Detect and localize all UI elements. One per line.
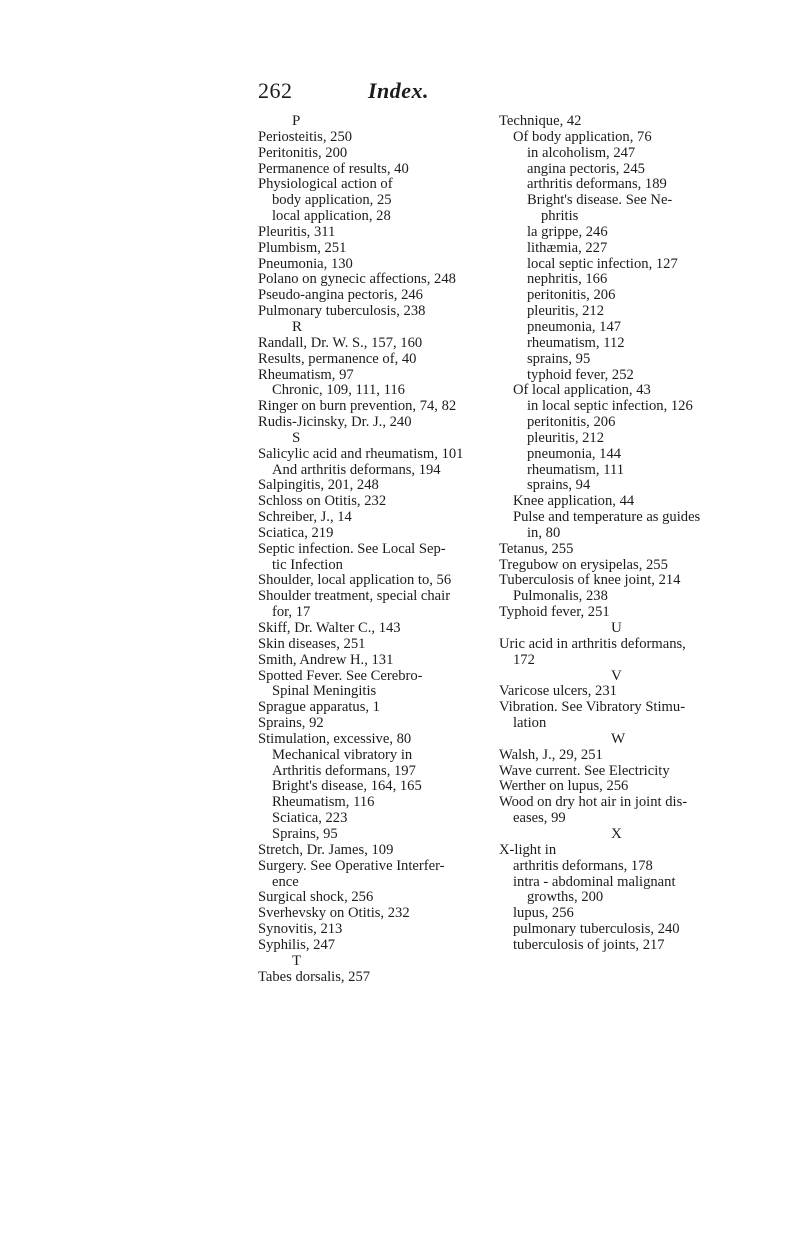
index-subentry: Pulse and temperature as guides: [513, 509, 701, 526]
index-entry: Spotted Fever. See Cerebro-: [258, 667, 423, 684]
index-entry: Varicose ulcers, 231: [499, 683, 617, 700]
index-subentry: eases, 99: [513, 810, 566, 827]
index-entry: Pseudo-angina pectoris, 246: [258, 287, 423, 304]
running-title: Index.: [368, 78, 430, 103]
index-entry: Stimulation, excessive, 80: [258, 730, 412, 747]
index-subentry: pneumonia, 144: [527, 445, 622, 462]
index-entry: Tabes dorsalis, 257: [258, 968, 371, 985]
index-subentry: Knee application, 44: [513, 493, 635, 510]
index-entry: Smith, Andrew H., 131: [258, 651, 394, 668]
index-entry: Wood on dry hot air in joint dis-: [499, 794, 688, 811]
section-letter: V: [611, 667, 622, 684]
index-subentry: peritonitis, 206: [527, 287, 616, 304]
index-subentry: in alcoholism, 247: [527, 144, 636, 161]
index-entry: Pleuritis, 311: [258, 223, 336, 240]
section-letter: T: [292, 952, 302, 969]
index-entry: Surgical shock, 256: [258, 889, 374, 906]
index-entry: Syphilis, 247: [258, 936, 336, 953]
index-entry: Sverhevsky on Otitis, 232: [258, 905, 410, 922]
index-entry: Permanence of results, 40: [258, 160, 409, 177]
index-entry: Sprains, 92: [258, 715, 324, 732]
section-letter: W: [611, 730, 626, 747]
index-entry: Periosteitis, 250: [258, 128, 353, 145]
index-subentry: tuberculosis of joints, 217: [513, 936, 665, 953]
index-subentry: typhoid fever, 252: [527, 366, 634, 383]
index-entry: Sciatica, 219: [258, 524, 334, 541]
index-subentry: tic Infection: [272, 556, 343, 573]
index-entry: Shoulder treatment, special chair: [258, 588, 451, 605]
index-subentry: growths, 200: [527, 889, 604, 906]
index-subentry: ence: [272, 873, 299, 890]
index-entry: Pulmonary tuberculosis, 238: [258, 303, 426, 320]
index-entry: Vibration. See Vibratory Stimu-: [499, 699, 686, 716]
section-letter: R: [292, 318, 303, 335]
index-subentry: Sprains, 95: [272, 825, 338, 842]
index-entry: Septic infection. See Local Sep-: [258, 540, 446, 557]
index-subentry: lithæmia, 227: [527, 239, 608, 256]
index-entry: Typhoid fever, 251: [499, 604, 610, 621]
index-subentry: pneumonia, 147: [527, 318, 622, 335]
index-subentry: in local septic infection, 126: [527, 398, 693, 415]
index-entry: Results, permanence of, 40: [258, 350, 417, 367]
index-subentry: Of body application, 76: [513, 128, 652, 145]
index-entry: Uric acid in arthritis deformans,: [499, 635, 686, 652]
index-subentry: Bright's disease, 164, 165: [272, 778, 422, 795]
index-subentry: And arthritis deformans, 194: [272, 461, 441, 478]
index-entry: Skin diseases, 251: [258, 635, 366, 652]
index-entry: Walsh, J., 29, 251: [499, 746, 603, 763]
index-subentry: Spinal Meningitis: [272, 683, 377, 700]
index-entry: Stretch, Dr. James, 109: [258, 841, 394, 858]
index-subentry: for, 17: [272, 604, 311, 621]
section-letter: U: [611, 620, 622, 636]
section-letter: X: [611, 825, 622, 842]
index-subentry: arthritis deformans, 178: [513, 857, 653, 874]
index-subentry: 172: [513, 651, 535, 668]
index-subentry: Chronic, 109, 111, 116: [272, 382, 405, 399]
index-entry: Tetanus, 255: [499, 540, 574, 557]
index-entry: Rheumatism, 97: [258, 366, 354, 383]
section-letter: P: [292, 113, 301, 129]
index-subentry: peritonitis, 206: [527, 414, 616, 431]
index-entry: X-light in: [499, 841, 557, 858]
index-entry: Sprague apparatus, 1: [258, 699, 380, 716]
index-subentry: phritis: [541, 208, 579, 225]
index-entry: Pneumonia, 130: [258, 255, 353, 272]
index-entry: Randall, Dr. W. S., 157, 160: [258, 334, 423, 351]
index-subentry: angina pectoris, 245: [527, 160, 645, 177]
index-entry: Synovitis, 213: [258, 921, 343, 938]
index-subentry: arthritis deformans, 189: [527, 176, 667, 193]
index-subentry: Mechanical vibratory in: [272, 746, 413, 763]
index-subentry: pleuritis, 212: [527, 303, 605, 320]
index-subentry: rheumatism, 111: [527, 461, 625, 478]
index-entry: Werther on lupus, 256: [499, 778, 629, 795]
index-subentry: Sciatica, 223: [272, 810, 348, 827]
index-subentry: sprains, 94: [527, 477, 591, 494]
index-entry: Polano on gynecic affections, 248: [258, 271, 456, 288]
index-subentry: Bright's disease. See Ne-: [527, 192, 673, 209]
index-subentry: pulmonary tuberculosis, 240: [513, 921, 680, 938]
index-subentry: in, 80: [527, 524, 561, 541]
index-entry: Technique, 42: [499, 113, 582, 129]
index-subentry: Pulmonalis, 238: [513, 588, 608, 605]
index-entry: Salicylic acid and rheumatism, 101: [258, 445, 464, 462]
index-entry: Schreiber, J., 14: [258, 509, 352, 526]
index-entry: Physiological action of: [258, 176, 393, 193]
index-entry: Salpingitis, 201, 248: [258, 477, 379, 494]
index-subentry: intra - abdominal malignant: [513, 873, 676, 890]
index-subentry: lation: [513, 715, 547, 732]
page-number: 262: [258, 78, 293, 103]
index-subentry: body application, 25: [272, 192, 392, 209]
index-entry: Peritonitis, 200: [258, 144, 348, 161]
index-subentry: local septic infection, 127: [527, 255, 678, 272]
index-entry: Tuberculosis of knee joint, 214: [499, 572, 681, 589]
page-header: [0, 78, 800, 108]
index-subentry: Rheumatism, 116: [272, 794, 375, 811]
index-entry: Tregubow on erysipelas, 255: [499, 556, 668, 573]
index-subentry: local application, 28: [272, 208, 391, 225]
index-subentry: nephritis, 166: [527, 271, 608, 288]
index-entry: Surgery. See Operative Interfer-: [258, 857, 445, 874]
index-subentry: rheumatism, 112: [527, 334, 625, 351]
index-entry: Shoulder, local application to, 56: [258, 572, 452, 589]
index-entry: Ringer on burn prevention, 74, 82: [258, 398, 457, 415]
index-entry: Wave current. See Electricity: [499, 762, 670, 779]
index-entry: Rudis-Jicinsky, Dr. J., 240: [258, 414, 412, 431]
index-column-left: [258, 114, 480, 985]
index-subentry: Arthritis deformans, 197: [272, 762, 416, 779]
index-entry: Skiff, Dr. Walter C., 143: [258, 620, 401, 636]
index-subentry: Of local application, 43: [513, 382, 651, 399]
index-column-right: [499, 114, 741, 954]
section-letter: S: [292, 429, 301, 446]
index-entry: Schloss on Otitis, 232: [258, 493, 387, 510]
index-subentry: pleuritis, 212: [527, 429, 605, 446]
index-entry: Plumbism, 251: [258, 239, 347, 256]
index-subentry: la grippe, 246: [527, 223, 608, 240]
index-subentry: lupus, 256: [513, 905, 574, 922]
index-subentry: sprains, 95: [527, 350, 591, 367]
